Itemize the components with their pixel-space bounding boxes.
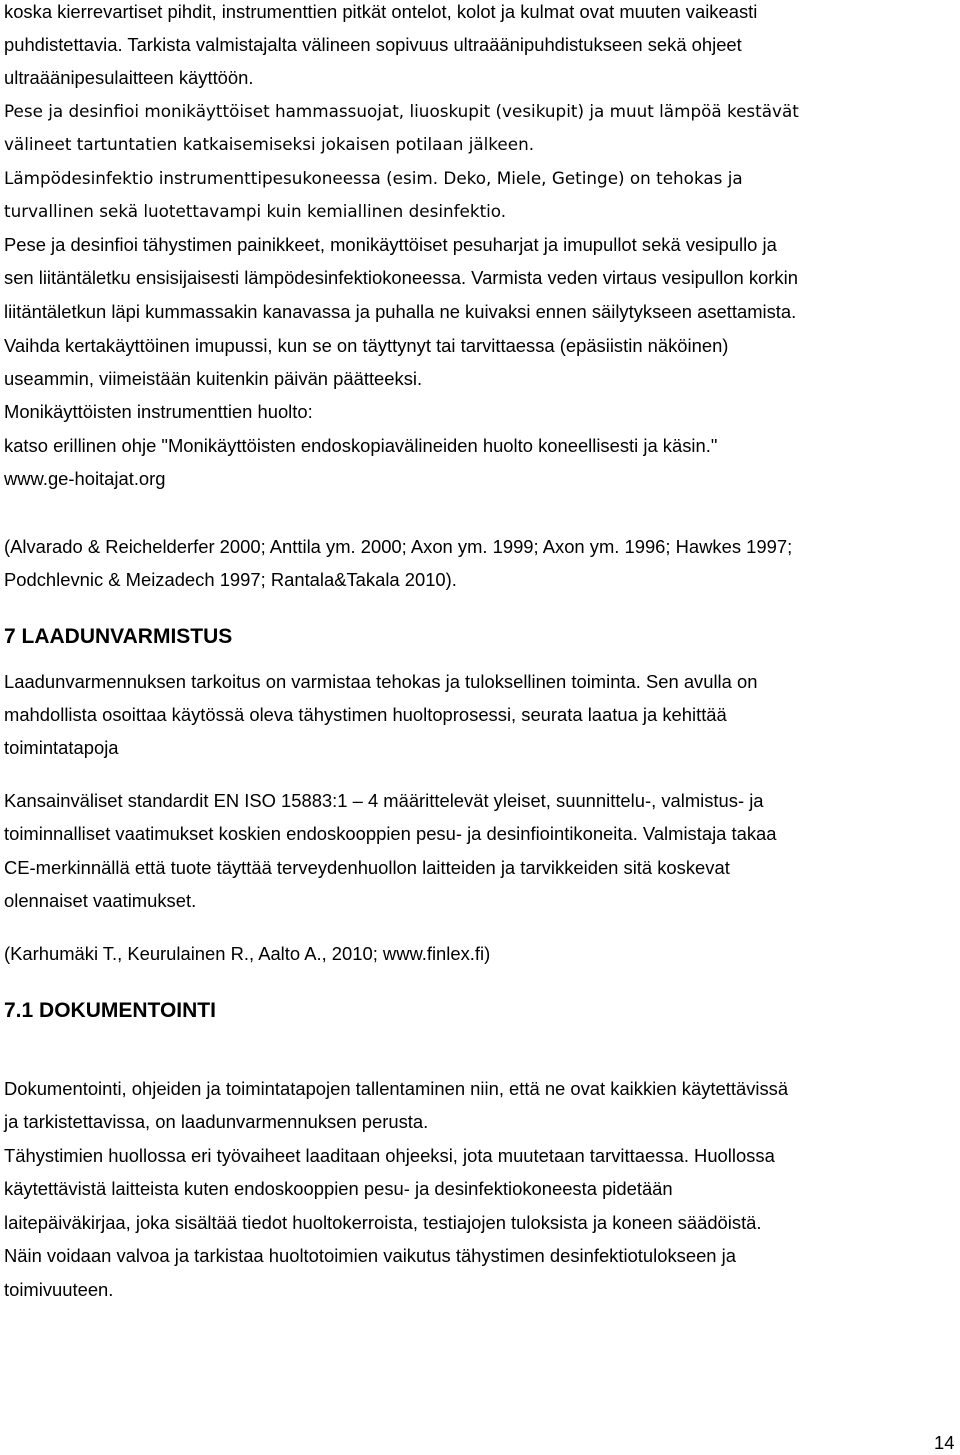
subsection-heading: 7.1 DOKUMENTOINTI	[4, 999, 216, 1022]
body-text-line: olennaiset vaatimukset.	[4, 890, 197, 911]
reference-line: Podchlevnic & Meizadech 1997; Rantala&Takala 2010).	[4, 569, 457, 590]
body-text-line: toimivuuteen.	[4, 1279, 114, 1300]
website-reference: www.ge-hoitajat.org	[4, 468, 166, 489]
body-text-line: liitäntäletkun läpi kummassakin kanavassa ja puhalla ne kuivaksi ennen säilytykseen asettamista.	[4, 301, 797, 322]
body-text-line: Dokumentointi, ohjeiden ja toimintatapojen tallentaminen niin, että ne ovat kaikkien käytettävissä	[4, 1078, 789, 1099]
body-text-line: ja tarkistettavissa, on laadunvarmennuksen perusta.	[4, 1111, 429, 1132]
body-text-line: Pese ja desinfioi monikäyttöiset hammassuojat, liuoskupit (vesikupit) ja muut lämpöä kestävät	[4, 101, 799, 121]
body-text-line: Tähystimien huollossa eri työvaiheet laaditaan ohjeeksi, jota muutetaan tarvittaessa. Huollossa	[4, 1145, 775, 1166]
body-text-line: toimintatapoja	[4, 737, 119, 758]
body-text-line: katso erillinen ohje "Monikäyttöisten endoskopiavälineiden huolto koneellisesti ja käsin."	[4, 435, 718, 456]
body-text-line: Kansainväliset standardit EN ISO 15883:1 – 4 määrittelevät yleiset, suunnittelu-, valmistus- ja	[4, 790, 764, 811]
body-text-line: Monikäyttöisten instrumenttien huolto:	[4, 401, 313, 422]
body-text-line: Näin voidaan valvoa ja tarkistaa huoltotoimien vaikutus tähystimen desinfektiotulokseen ja	[4, 1245, 736, 1266]
body-text-line: välineet tartuntatien katkaisemiseksi jokaisen potilaan jälkeen.	[4, 134, 535, 154]
body-text-line: Lämpödesinfektio instrumenttipesukoneessa (esim. Deko, Miele, Getinge) on tehokas ja	[4, 168, 743, 188]
body-text-line: käytettävistä laitteista kuten endoskooppien pesu- ja desinfektiokoneesta pidetään	[4, 1178, 673, 1199]
body-text-line: CE-merkinnällä että tuote täyttää terveydenhuollon laitteiden ja tarvikkeiden sitä koskevat	[4, 857, 730, 878]
body-text-line: Laadunvarmennuksen tarkoitus on varmistaa tehokas ja tuloksellinen toiminta. Sen avulla on	[4, 671, 758, 692]
body-text-line: mahdollista osoittaa käytössä oleva tähystimen huoltoprosessi, seurata laatua ja kehittää	[4, 704, 727, 725]
section-heading: 7 LAADUNVARMISTUS	[4, 625, 233, 648]
reference-line: (Karhumäki T., Keurulainen R., Aalto A., 2010; www.finlex.fi)	[4, 943, 491, 964]
body-text-line: turvallinen sekä luotettavampi kuin kemiallinen desinfektio.	[4, 201, 507, 221]
reference-line: (Alvarado & Reichelderfer 2000; Anttila ym. 2000; Axon ym. 1999; Axon ym. 1996; Hawkes 1997;	[4, 536, 793, 557]
body-text-line: Pese ja desinfioi tähystimen painikkeet, monikäyttöiset pesuharjat ja imupullot sekä vesipullo ja	[4, 234, 777, 255]
body-text-line: ultraäänipesulaitteen käyttöön.	[4, 67, 254, 88]
body-text-line: Vaihda kertakäyttöinen imupussi, kun se on täyttynyt tai tarvittaessa (epäsiistin näköinen)	[4, 335, 729, 356]
body-text-line: laitepäiväkirjaa, joka sisältää tiedot huoltokerroista, testiajojen tuloksista ja koneen säädöistä.	[4, 1212, 762, 1233]
page-number: 14	[934, 1432, 955, 1453]
body-text-line: koska kierrevartiset pihdit, instrumenttien pitkät ontelot, kolot ja kulmat ovat muuten vaikeasti	[4, 1, 758, 22]
body-text-line: puhdistettavia. Tarkista valmistajalta välineen sopivuus ultraäänipuhdistukseen sekä ohjeet	[4, 34, 742, 55]
body-text-line: useammin, viimeistään kuitenkin päivän päätteeksi.	[4, 368, 423, 389]
body-text-line: sen liitäntäletku ensisijaisesti lämpödesinfektiokoneessa. Varmista veden virtaus vesipullon korkin	[4, 267, 798, 288]
body-text-line: toiminnalliset vaatimukset koskien endoskooppien pesu- ja desinfiointikoneita. Valmistaja takaa	[4, 823, 777, 844]
